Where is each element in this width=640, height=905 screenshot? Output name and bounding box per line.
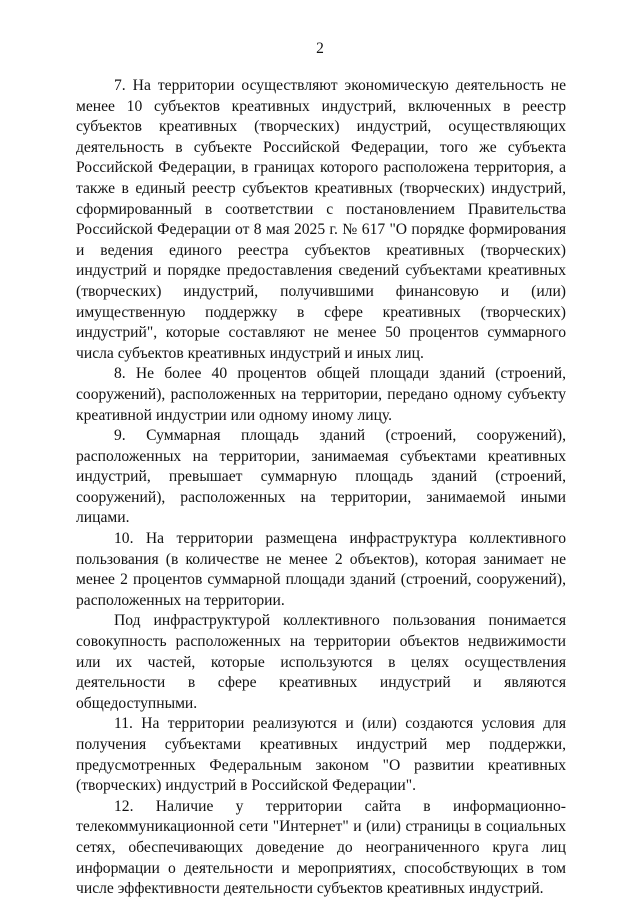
paragraph-item-9: 9. Суммарная площадь зданий (строений, сооружений), расположенных на территории, занимаемая субъектами креативных индустрий, превышает суммарную площадь зданий (строений, сооружений), расположенных на территории, занимаемой иными лицами.	[76, 427, 566, 527]
page-number: 2	[316, 40, 324, 57]
paragraph-definition: Под инфраструктурой коллективного пользования понимается совокупность расположенных на территории объектов недвижимости или их частей, которые используются в целях осуществления деятельности в сфере креативных индустрий и являются общедоступными.	[76, 612, 566, 712]
paragraph-item-10: 10. На территории размещена инфраструктура коллективного пользования (в количестве не менее 2 объектов), которая занимает не менее 2 процентов суммарной площади зданий (строений, сооружений), расположенных на территории.	[76, 530, 566, 609]
paragraph-item-11: 11. На территории реализуются и (или) создаются условия для получения субъектами креативных индустрий мер поддержки, предусмотренных Федеральным законом "О развитии креативных (творческих) индустрий в Российской Федерации".	[76, 715, 566, 795]
paragraph-item-8: 8. Не более 40 процентов общей площади зданий (строений, сооружений), расположенных на территории, передано одному субъекту креативной индустрии или одному иному лицу.	[76, 365, 566, 424]
paragraph-item-7: 7. На территории осуществляют экономическую деятельность не менее 10 субъектов креативных индустрий, включенных в реестр субъектов креативных (творческих) индустрий, осуществляющих деятельность в субъекте Российской Федерации, того же субъекта Российской Федерации, в границах которого расположена территория, а также в единый реестр субъектов креативных (творческих) индустрий, сформированный в соответствии с постановлением Правительства Российской Федерации от 8 мая 2025 г. № 617 "О порядке формирования и ведения единого реестра субъектов креативных (творческих) индустрий и порядке предоставления сведений субъектами креативных (творческих) индустрий, получившими финансовую и (или) имущественную поддержку в сфере креативных (творческих) индустрий", которые составляют не менее 50 процентов суммарного числа субъектов креативных индустрий и иных лиц.	[76, 77, 566, 362]
document-body	[76, 76, 566, 900]
paragraph-item-12: 12. Наличие у территории сайта в информационно-телекоммуникационной сети "Интернет" и (или) страницы в социальных сетях, обеспечивающих доведение до неограниченного круга лиц информации о деятельности и мероприятиях, способствующих в том числе эффективности деятельности субъектов креативных индустрий.	[76, 797, 566, 898]
